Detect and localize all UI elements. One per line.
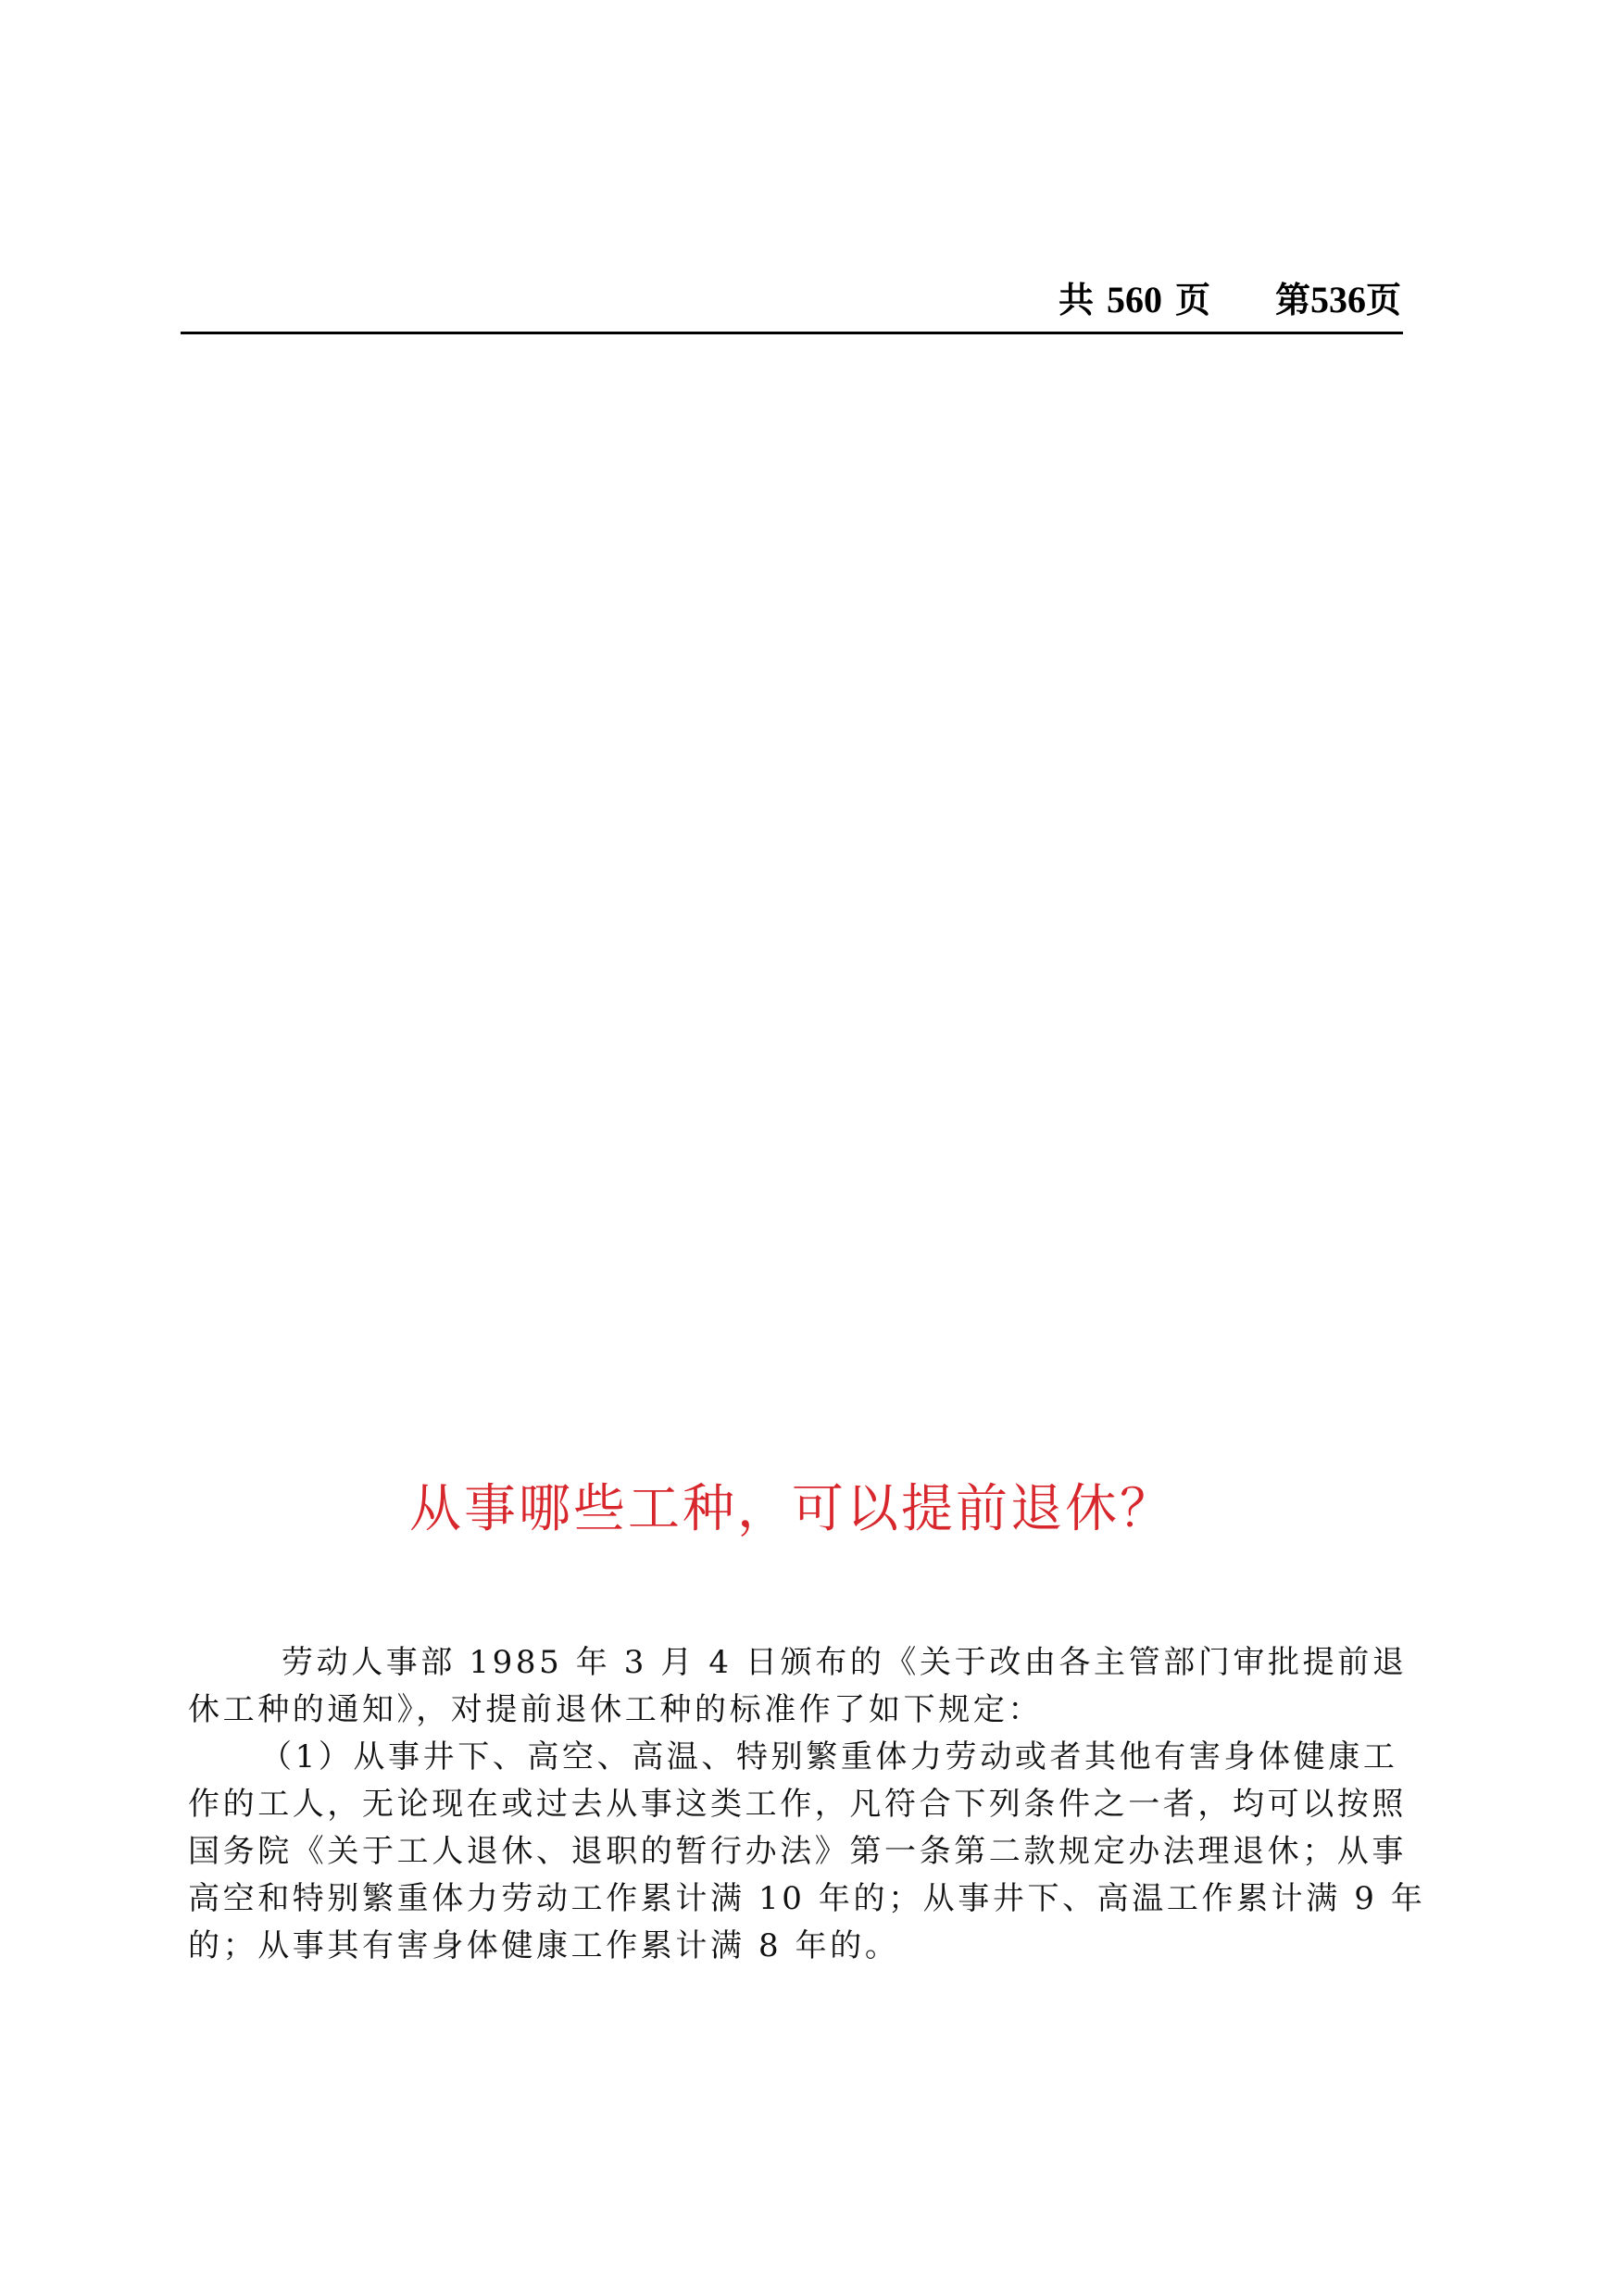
- article-title: 从事哪些工种，可以提前退休？: [409, 1479, 1174, 1539]
- page-header: [181, 278, 1403, 334]
- total-pages-suffix: 页: [1174, 279, 1210, 320]
- current-page-number: 536: [1309, 279, 1366, 320]
- body-paragraph: （1）从事井下、高空、高温、特别繁重体力劳动或者其他有害身体健康工作的工人，无论现在或过去从事这类工作，凡符合下列条件之一者，均可以按照国务院《关于工人退休、退职的暂行办法》第一条第二款规定办法理退休；从事高空和特别繁重体力劳动工作累计满 10 年的；从事井下、高温工作累计满 9 年的；从事其有害身体健康工作累计满 8 年的。: [188, 1738, 1426, 1964]
- total-pages-number: 560: [1106, 279, 1162, 320]
- article-body: [188, 1639, 1429, 1970]
- body-paragraph: 劳动人事部 1985 年 3 月 4 日颁布的《关于改由各主管部门审批提前退休工种的通知》，对提前退休工种的标准作了如下规定：: [188, 1644, 1408, 1728]
- current-page-prefix: 第: [1274, 279, 1310, 320]
- total-pages-prefix: 共: [1058, 279, 1094, 320]
- current-page-suffix: 页: [1365, 279, 1401, 320]
- page-count: [1059, 280, 1401, 320]
